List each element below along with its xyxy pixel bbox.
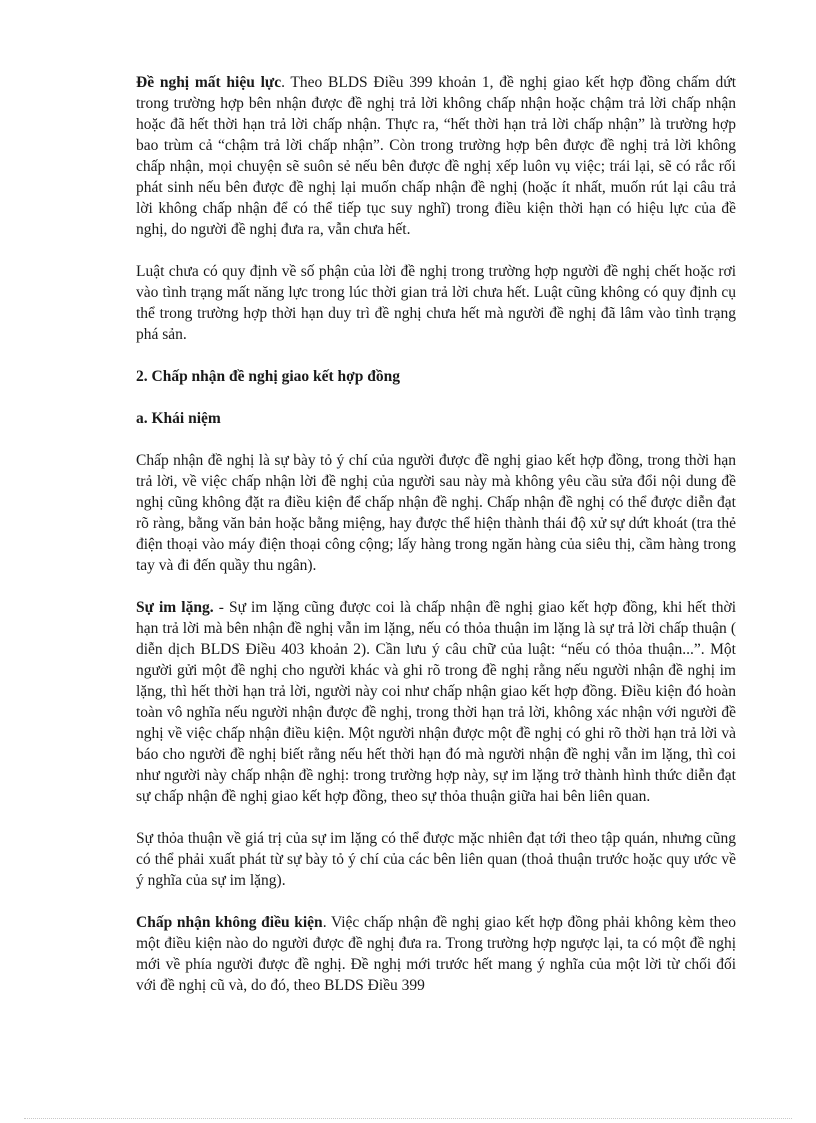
paragraph-lead: Đề nghị mất hiệu lực bbox=[136, 74, 282, 91]
paragraph-unconditional-acceptance bbox=[136, 912, 736, 996]
paragraph-text: Sự thỏa thuận về giá trị của sự im lặng có thể được mặc nhiên đạt tới theo tập quán, nhưng cũng có thể phải xuất phát từ sự bày tỏ ý chí của các bên liên quan (thoả thuận trước hoặc quy ước về ý nghĩa của sự im lặng). bbox=[136, 830, 736, 889]
paragraph-lead: Chấp nhận không điều kiện bbox=[136, 914, 323, 931]
subsection-heading: a. Khái niệm bbox=[136, 410, 221, 427]
paragraph-text: . Theo BLDS Điều 399 khoản 1, đề nghị giao kết hợp đồng chấm dứt trong trường hợp bên nhận được đề nghị trả lời không chấp nhận hoặc chậm trả lời chấp nhận hoặc đã hết thời hạn trả lời chấp nhận. Thực ra, “hết thời hạn trả lời chấp nhận” là trường hợp bao trùm cả “chậm trả lời chấp nhận”. Còn trong trường hợp bên được đề nghị trả lời không chấp nhận, mọi chuyện sẽ suôn sẻ nếu bên được đề nghị xếp luôn vụ việc; trái lại, sẽ có rắc rối phát sinh nếu bên được đề nghị lại muốn chấp nhận đề nghị (hoặc ít nhất, muốn rút lại câu trả lời không chấp nhận để có thể tiếp tục suy nghĩ) trong điều kiện thời hạn có hiệu lực của đề nghị, do người đề nghị đưa ra, vẫn chưa hết. bbox=[136, 74, 736, 238]
paragraph-text: Chấp nhận đề nghị là sự bày tỏ ý chí của người được đề nghị giao kết hợp đồng, trong thời hạn trả lời, về việc chấp nhận lời đề nghị của người sau này mà không yêu cầu sửa đổi nội dung đề nghị cũng không đặt ra điều kiện để chấp nhận đề nghị. Chấp nhận đề nghị có thể được diễn đạt rõ ràng, bằng văn bản hoặc bằng miệng, hay được thể hiện thành thái độ xử sự dứt khoát (tra thẻ điện thoại vào máy điện thoại công cộng; lấy hàng trong ngăn hàng của siêu thị, cầm hàng trong tay và đi đến quầy thu ngân). bbox=[136, 452, 736, 574]
paragraph-offeror-death bbox=[136, 261, 736, 345]
paragraph-silence-agreement bbox=[136, 828, 736, 891]
paragraph-silence bbox=[136, 597, 736, 807]
section-heading: 2. Chấp nhận đề nghị giao kết hợp đồng bbox=[136, 368, 400, 385]
paragraph-text: - Sự im lặng cũng được coi là chấp nhận đề nghị giao kết hợp đồng, khi hết thời hạn trả lời mà bên nhận đề nghị vẫn im lặng, nếu có thỏa thuận im lặng là sự trả lời chấp thuận ( diễn dịch BLDS Điều 403 khoản 2). Cần lưu ý câu chữ của luật: “nếu có thỏa thuận...”. Một người gửi một đề nghị cho người khác và ghi rõ trong đề nghị rằng nếu người nhận đề nghị im lặng, thì hết thời hạn trả lời, người này coi như chấp nhận giao kết hợp đồng. Điều kiện đó hoàn toàn vô nghĩa nếu người nhận được đề nghị, trong thời hạn trả lời, không xác nhận với người đề nghị về việc chấp nhận điều kiện. Một người nhận được một đề nghị có ghi rõ thời hạn trả lời và báo cho người đề nghị biết rằng nếu hết thời hạn đó mà người nhận đề nghị vẫn im lặng, thì coi như người này chấp nhận đề nghị: trong trường hợp này, sự im lặng trở thành hình thức diễn đạt sự chấp nhận đề nghị giao kết hợp đồng, theo sự thỏa thuận giữa hai bên liên quan. bbox=[136, 599, 737, 805]
paragraph-acceptance-concept bbox=[136, 450, 736, 576]
paragraph-lead: Sự im lặng. bbox=[136, 599, 214, 616]
document-page bbox=[136, 72, 736, 1017]
paragraph-text: Luật chưa có quy định về số phận của lời đề nghị trong trường hợp người đề nghị chết hoặc rơi vào tình trạng mất năng lực trong lúc thời gian trả lời chưa hết. Luật cũng không có quy định cụ thể trong trường hợp thời hạn duy trì đề nghị chưa hết mà người đề nghị đã lâm vào tình trạng phá sản. bbox=[136, 263, 736, 343]
page-bottom-divider bbox=[24, 1118, 792, 1119]
paragraph-text: . Việc chấp nhận đề nghị giao kết hợp đồng phải không kèm theo một điều kiện nào do người được đề nghị đưa ra. Trong trường hợp ngược lại, ta có một đề nghị mới về phía người được đề nghị. Đề nghị mới trước hết mang ý nghĩa của một lời từ chối đối với đề nghị cũ và, do đó, theo BLDS Điều 399 bbox=[136, 914, 736, 994]
paragraph-offer-expiry bbox=[136, 72, 736, 240]
